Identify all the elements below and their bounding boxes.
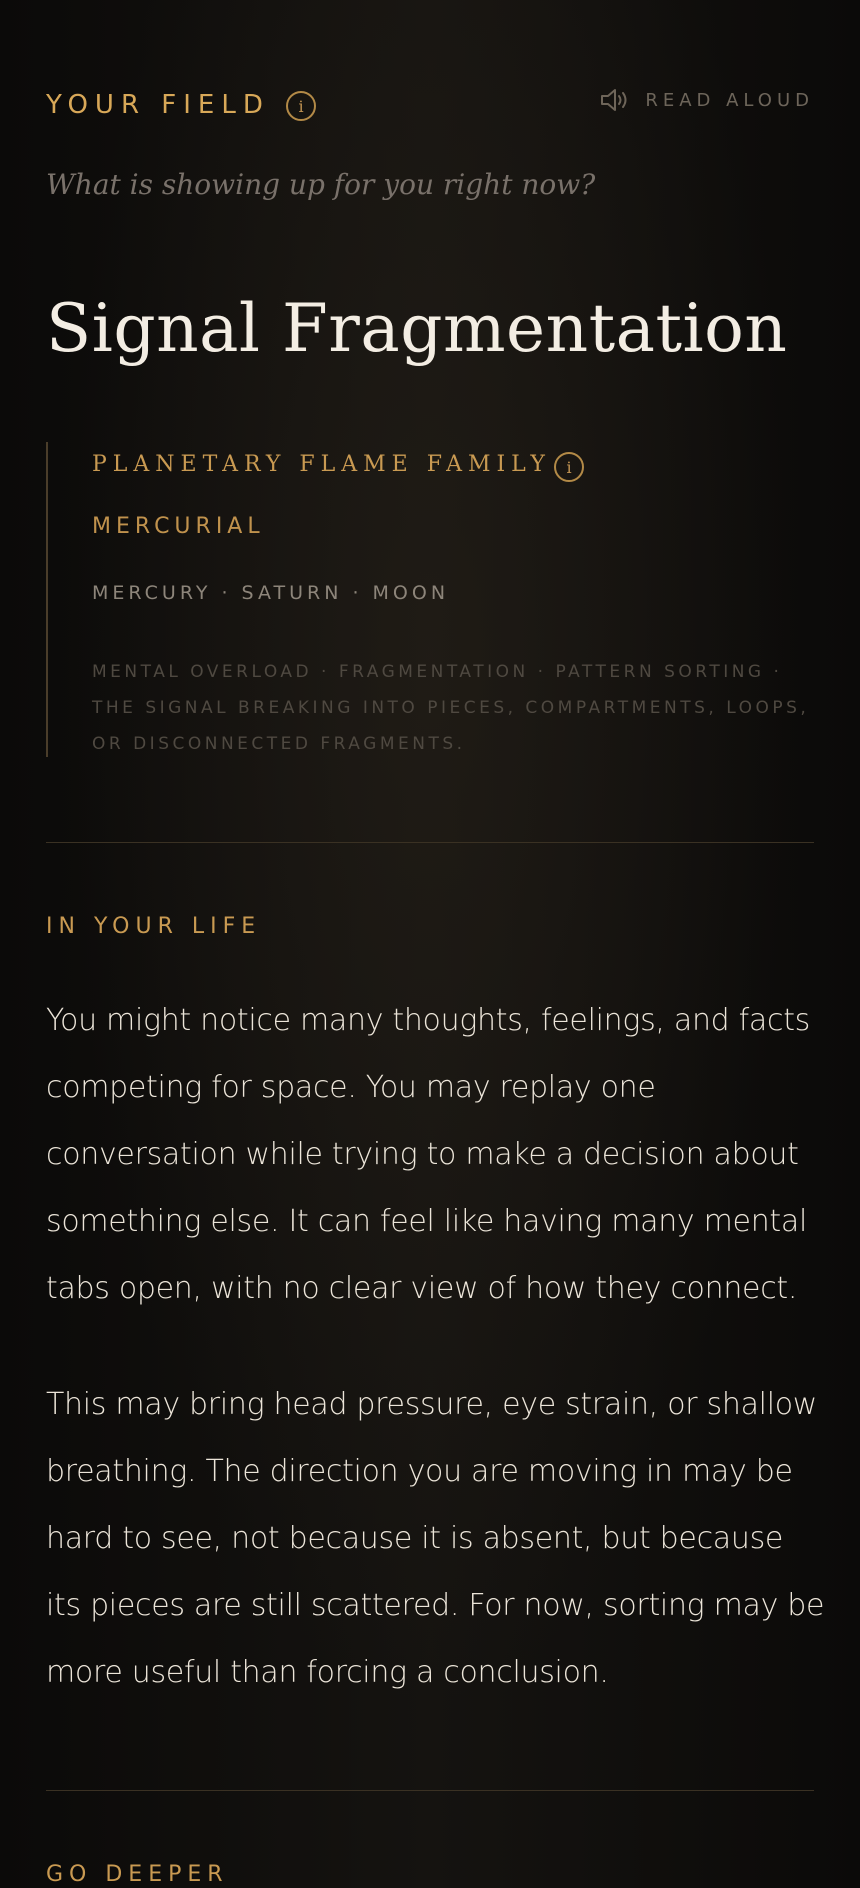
flame-family-name: MERCURIAL [92, 514, 265, 539]
speaker-icon [599, 86, 631, 114]
life-paragraph-1: You might notice many thoughts, feelings, and facts competing for space. You may replay one conversation while trying to make a decision about something else. It can feel like having many mental tabs open, with no clear view of how they connect. [46, 1003, 810, 1306]
read-aloud-label: READ ALOUD [645, 89, 814, 111]
field-header [46, 86, 814, 126]
go-deeper-label[interactable]: GO DEEPER [46, 1862, 229, 1887]
life-paragraph-2: This may bring head pressure, eye strain, or shallow breathing. The direction you are moving in may be hard to see, not because it is absent, but because its pieces are still scattered. For now, sorting may be more useful than forcing a conclusion. [46, 1387, 825, 1690]
subtitle: What is showing up for you right now? [46, 168, 596, 201]
in-your-life-label: IN YOUR LIFE [46, 914, 262, 939]
read-aloud-button[interactable] [599, 86, 814, 114]
flame-family-block [46, 442, 814, 757]
keywords-text: MENTAL OVERLOAD · FRAGMENTATION · PATTERN SORTING · THE SIGNAL BREAKING INTO PIECES, COMPARTMENTS, LOOPS, OR DISCONNECTED FRAGMENTS. [92, 662, 810, 754]
flame-family-heading: PLANETARY FLAME FAMILY [92, 452, 551, 477]
divider [46, 842, 814, 843]
planets-list: MERCURY · SATURN · MOON [92, 582, 450, 604]
info-icon[interactable]: i [286, 91, 316, 121]
page-title: Signal Fragmentation [46, 290, 788, 367]
divider [46, 1790, 814, 1791]
info-icon[interactable]: i [554, 452, 584, 482]
section-title: YOUR FIELD [46, 90, 270, 120]
